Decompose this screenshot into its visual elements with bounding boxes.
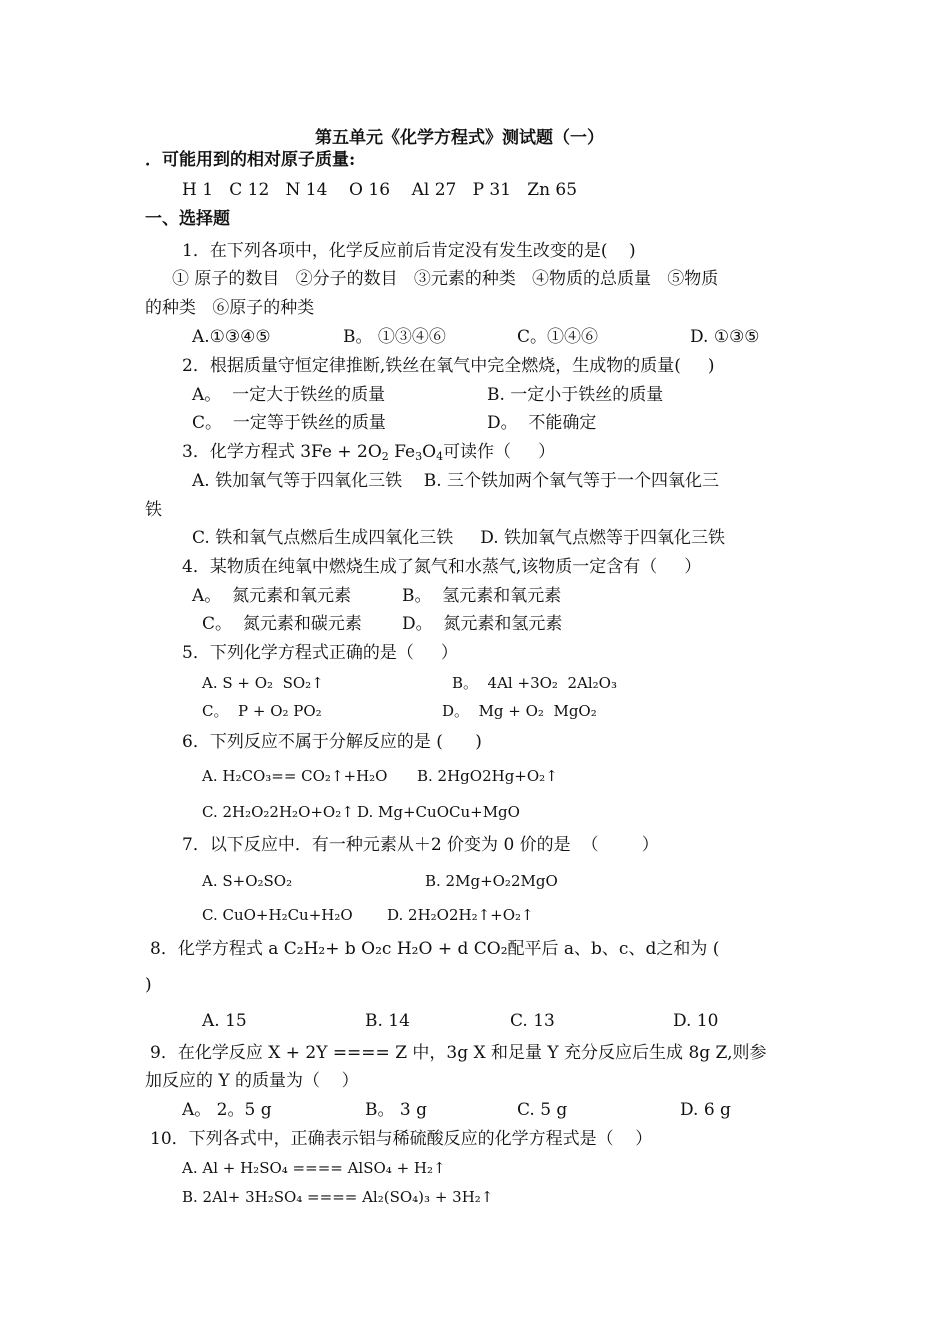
q2-option-c: C。 一定等于铁丝的质量 [192,413,386,433]
q1-stem: 1．在下列各项中，化学反应前后肯定没有发生改变的是( ) [182,241,636,261]
q9-stem-cont: 加反应的 Y 的质量为（ ） [145,1071,359,1091]
q5-stem: 5．下列化学方程式正确的是（ ） [182,643,458,663]
q8-option-c: C. 13 [510,1011,555,1031]
q3-options-ab: A. 铁加氧气等于四氧化三铁 B. 三个铁加两个氧气等于一个四氧化三 [192,471,719,491]
q1-items-cont: 的种类 ⑥原子的种类 [145,298,315,318]
q6-option-d: D. Mg+CuOCu+MgO [357,803,520,821]
q7-option-d: D. 2H₂O2H₂↑+O₂↑ [387,906,534,924]
masses-heading: ．可能用到的相对原子质量: [145,150,356,170]
q6-option-c: C. 2H₂O₂2H₂O+O₂↑ [202,803,354,821]
section-heading: 一、选择题 [145,209,230,229]
q5-option-a: A. S + O₂ SO₂↑ [202,674,324,692]
q9-option-d: D. 6 g [680,1100,731,1120]
q1-option-b: B。 ①③④⑥ [343,327,446,347]
q4-stem: 4．某物质在纯氧中燃烧生成了氮气和水蒸气,该物质一定含有（ ） [182,557,702,577]
q9-option-c: C. 5 g [517,1100,568,1120]
q9-option-b: B。 3 g [365,1100,427,1120]
atomic-masses: H 1 C 12 N 14 O 16 Al 27 P 31 Zn 65 [182,180,578,200]
q7-stem: 7．以下反应中．有一种元素从＋2 价变为 0 价的是 （ ） [182,835,659,855]
page-title: 第五单元《化学方程式》测试题（一） [315,128,604,148]
q1-option-d: D. ①③⑤ [690,327,760,347]
q3-options-ab-cont: 铁 [145,500,162,520]
q7-option-a: A. S+O₂SO₂ [202,872,293,890]
q9-option-a: A。 2。5 g [182,1100,272,1120]
q8-option-b: B. 14 [365,1011,410,1031]
q2-option-d: D。 不能确定 [487,413,597,433]
q6-option-a: A. H₂CO₃== CO₂↑+H₂O [202,767,388,785]
q7-option-b: B. 2Mg+O₂2MgO [425,872,558,890]
q10-option-a: A. Al + H₂SO₄ ==== AlSO₄ + H₂↑ [182,1159,446,1177]
q1-option-a: A.①③④⑤ [192,327,271,347]
q5-option-c: C。 P + O₂ PO₂ [202,702,322,720]
q4-option-a: A。 氮元素和氧元素 [192,586,352,606]
q3-options-cd: C. 铁和氧气点燃后生成四氧化三铁 D. 铁加氧气点燃等于四氧化三铁 [192,528,726,548]
q9-stem: 9．在化学反应 X + 2Y ==== Z 中，3g X 和足量 Y 充分反应后生成 8g Z,则参 [150,1043,767,1063]
q6-stem: 6．下列反应不属于分解反应的是 ( ) [182,732,482,752]
q4-option-c: C。 氮元素和碳元素 [202,614,362,634]
q8-option-d: D. 10 [673,1011,719,1031]
q4-option-d: D。 氮元素和氢元素 [402,614,563,634]
q8-stem-cont: ) [145,975,152,995]
q1-option-c: C。①④⑥ [517,327,599,347]
q6-option-b: B. 2HgO2Hg+O₂↑ [417,767,558,785]
q7-option-c: C. CuO+H₂Cu+H₂O [202,906,353,924]
q10-option-b: B. 2Al+ 3H₂SO₄ ==== Al₂(SO₄)₃ + 3H₂↑ [182,1188,494,1206]
q8-stem: 8．化学方程式 a C₂H₂+ b O₂c H₂O + d CO₂配平后 a、b、c、d之和为 ( [150,939,720,959]
q2-stem: 2．根据质量守恒定律推断,铁丝在氧气中完全燃烧，生成物的质量( ) [182,356,715,376]
q5-option-b: B。 4Al +3O₂ 2Al₂O₃ [452,674,617,692]
q4-option-b: B。 氢元素和氧元素 [402,586,562,606]
q2-option-a: A。 一定大于铁丝的质量 [192,385,386,405]
q3-stem: 3．化学方程式 $3Fe + 2O_2$ $Fe_3O_4$可读作（ ） [182,442,556,463]
q1-items: ① 原子的数目 ②分子的数目 ③元素的种类 ④物质的总质量 ⑤物质 [172,269,719,289]
q2-option-b: B. 一定小于铁丝的质量 [487,385,664,405]
q5-option-d: D。 Mg + O₂ MgO₂ [442,702,597,720]
q10-stem: 10．下列各式中，正确表示铝与稀硫酸反应的化学方程式是（ ） [150,1129,653,1149]
q8-option-a: A. 15 [202,1011,247,1031]
